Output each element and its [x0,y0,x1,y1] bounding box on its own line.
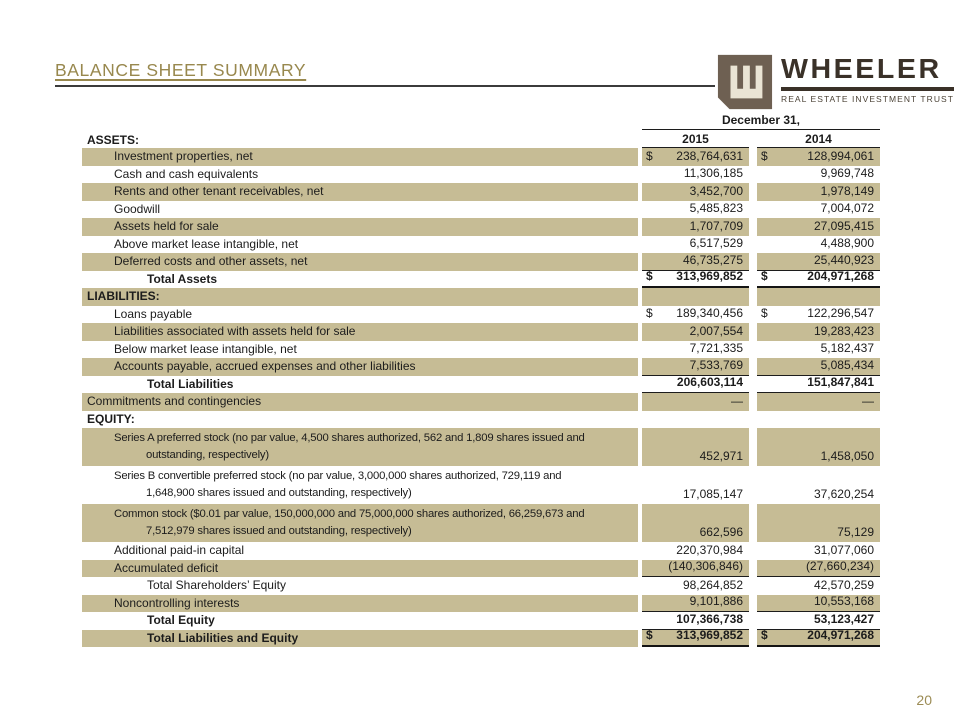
value-cell-2014: 53,123,427 [757,612,880,630]
value-cell-2014: 9,969,748 [820,166,874,180]
table-row [82,306,880,324]
value-cell-2014: 5,085,434 [757,358,880,376]
table-row [82,218,880,236]
value-cell-2014: (27,660,234) [757,560,880,578]
column-gap [749,166,757,184]
table-row [82,595,880,613]
row-label: Goodwill [114,201,161,216]
column-header-2014: 2014 [757,132,880,148]
column-gap [749,358,757,376]
balance-table-body [82,148,880,647]
value-cell-2014: 27,095,415 [757,218,880,236]
column-gap [749,504,757,542]
page-title: BALANCE SHEET SUMMARY [55,60,307,80]
value-cell-2015: — [642,393,749,411]
column-gap [749,376,757,394]
table-row [82,428,880,466]
column-gap [749,148,757,166]
value-cell-2015: 98,264,852 [682,577,743,592]
column-gap [749,595,757,613]
row-label: Below market lease intangible, net [114,341,297,356]
logo-name: WHEELER [781,53,942,84]
table-row [82,166,880,184]
column-gap [749,466,757,504]
logo-text-block [781,53,954,104]
column-gap [749,236,757,254]
value-cell-2015: 9,101,886 [642,595,749,613]
value-cell-2014: $ 204,971,268 [757,271,880,289]
table-row [82,341,880,359]
value-cell-2015: $ 313,969,852 [642,630,749,648]
row-label: Series B convertible preferred stock (no par value, 3,000,000 shares authorized, 729,119 and 1,648,900 shares issued and outstanding, respectively) [114,470,562,499]
row-label: Assets held for sale [82,218,638,236]
row-label: Cash and cash equivalents [114,166,259,181]
value-cell-2015: $ 313,969,852 [642,271,749,289]
column-gap [749,630,757,648]
value-cell-2014 [757,411,880,429]
table-row [82,183,880,201]
value-cell-2014: 37,620,254 [813,487,874,501]
row-label: Investment properties, net [82,148,638,166]
wheeler-mark-icon [716,53,774,116]
row-label: Noncontrolling interests [82,595,638,613]
value-cell-2015: 6,517,529 [689,236,743,250]
value-cell-2015: 107,366,738 [642,612,749,630]
column-gap [749,183,757,201]
row-label: Total Shareholders’ Equity [147,578,286,593]
column-gap [749,306,757,324]
column-gap [749,577,757,595]
value-cell-2015 [642,288,749,306]
row-label: Rents and other tenant receivables, net [82,183,638,201]
value-cell-2015: (140,306,846) [642,560,749,578]
column-gap [749,612,757,630]
table-row [82,236,880,254]
value-cell-2014: 31,077,060 [813,542,874,557]
value-cell-2015: 2,007,554 [642,323,749,341]
table-row [82,358,880,376]
table-row [82,577,880,595]
value-cell-2014: $ 128,994,061 [757,148,880,166]
logo-tagline: REAL ESTATE INVESTMENT TRUST [781,94,954,104]
date-header: December 31, [642,113,880,130]
value-cell-2014: 4,488,900 [820,236,874,250]
assets-section-label: ASSETS: [87,133,140,147]
table-row [82,466,880,504]
value-cell-2015: $ 189,340,456 [646,306,743,320]
row-label: Total Liabilities and Equity [82,630,638,648]
value-cell-2015: 17,085,147 [682,487,743,501]
value-cell-2014 [757,288,880,306]
value-cell-2014: $ 122,296,547 [761,306,874,320]
row-label: Total Equity [147,613,215,628]
value-cell-2015 [642,411,749,429]
value-cell-2015: 220,370,984 [676,542,743,557]
table-row [82,376,880,394]
value-cell-2014: 5,182,437 [820,341,874,355]
column-gap [749,542,757,560]
column-gap [749,393,757,411]
logo-divider-bar [781,87,954,91]
column-gap [749,288,757,306]
row-label: LIABILITIES: [82,288,638,306]
table-row [82,560,880,578]
value-cell-2015: 46,735,275 [642,253,749,271]
table-row [82,148,880,166]
value-cell-2014: 151,847,841 [757,376,880,394]
value-cell-2015: 3,452,700 [642,183,749,201]
column-gap [749,560,757,578]
table-row [82,288,880,306]
table-date-header-row [82,113,880,130]
value-cell-2014: $ 204,971,268 [757,630,880,648]
value-cell-2014: 1,458,050 [757,428,880,466]
value-cell-2014: 1,978,149 [757,183,880,201]
row-label: Loans payable [114,306,193,321]
column-gap [749,341,757,359]
column-gap [749,218,757,236]
value-cell-2014: 25,440,923 [757,253,880,271]
value-cell-2015: 11,306,185 [683,166,743,180]
company-logo [716,53,954,116]
value-cell-2014: 7,004,072 [820,201,874,215]
row-label: Accounts payable, accrued expenses and other liabilities [82,358,638,376]
page-number: 20 [916,692,932,708]
value-cell-2014: 75,129 [757,504,880,542]
row-label: Accumulated deficit [82,560,638,578]
row-label: Deferred costs and other assets, net [82,253,638,271]
table-row [82,504,880,542]
value-cell-2015: 7,721,335 [689,341,743,355]
row-label: EQUITY: [87,411,135,426]
table-row [82,411,880,429]
value-cell-2015: 5,485,823 [689,201,743,215]
title-underline-rule [55,60,715,87]
value-cell-2015: 662,596 [642,504,749,542]
row-label: Liabilities associated with assets held for sale [82,323,638,341]
row-label: Commitments and contingencies [82,393,638,411]
column-gap [749,323,757,341]
table-row [82,612,880,630]
table-row [82,271,880,289]
row-label: Total Assets [147,271,218,286]
balance-sheet-table [82,113,880,647]
row-label: Series A preferred stock (no par value, 4,500 shares authorized, 562 and 1,809 shares issued and outstanding, respectively) [82,428,638,466]
table-row [82,393,880,411]
row-label: Above market lease intangible, net [114,236,299,251]
value-cell-2015: 206,603,114 [642,376,749,394]
row-label: Total Liabilities [147,376,234,391]
value-cell-2015: 452,971 [642,428,749,466]
table-row [82,630,880,648]
table-row [82,323,880,341]
value-cell-2014: 10,553,168 [757,595,880,613]
value-cell-2014: — [757,393,880,411]
table-year-header-row [82,130,880,148]
column-gap [749,428,757,466]
table-row [82,542,880,560]
column-header-2015: 2015 [642,132,749,148]
table-row [82,253,880,271]
value-cell-2014: 42,570,259 [813,577,874,592]
row-label: Common stock ($0.01 par value, 150,000,000 and 75,000,000 shares authorized, 66,259,673 and 7,512,979 shares issued and outstanding, respectively) [82,504,638,542]
column-gap [749,201,757,219]
table-row [82,201,880,219]
value-cell-2014: 19,283,423 [757,323,880,341]
value-cell-2015: 7,533,769 [642,358,749,376]
column-gap [749,271,757,289]
value-cell-2015: $ 238,764,631 [642,148,749,166]
column-gap [749,253,757,271]
column-gap [749,411,757,429]
value-cell-2015: 1,707,709 [642,218,749,236]
row-label: Additional paid-in capital [114,543,245,558]
